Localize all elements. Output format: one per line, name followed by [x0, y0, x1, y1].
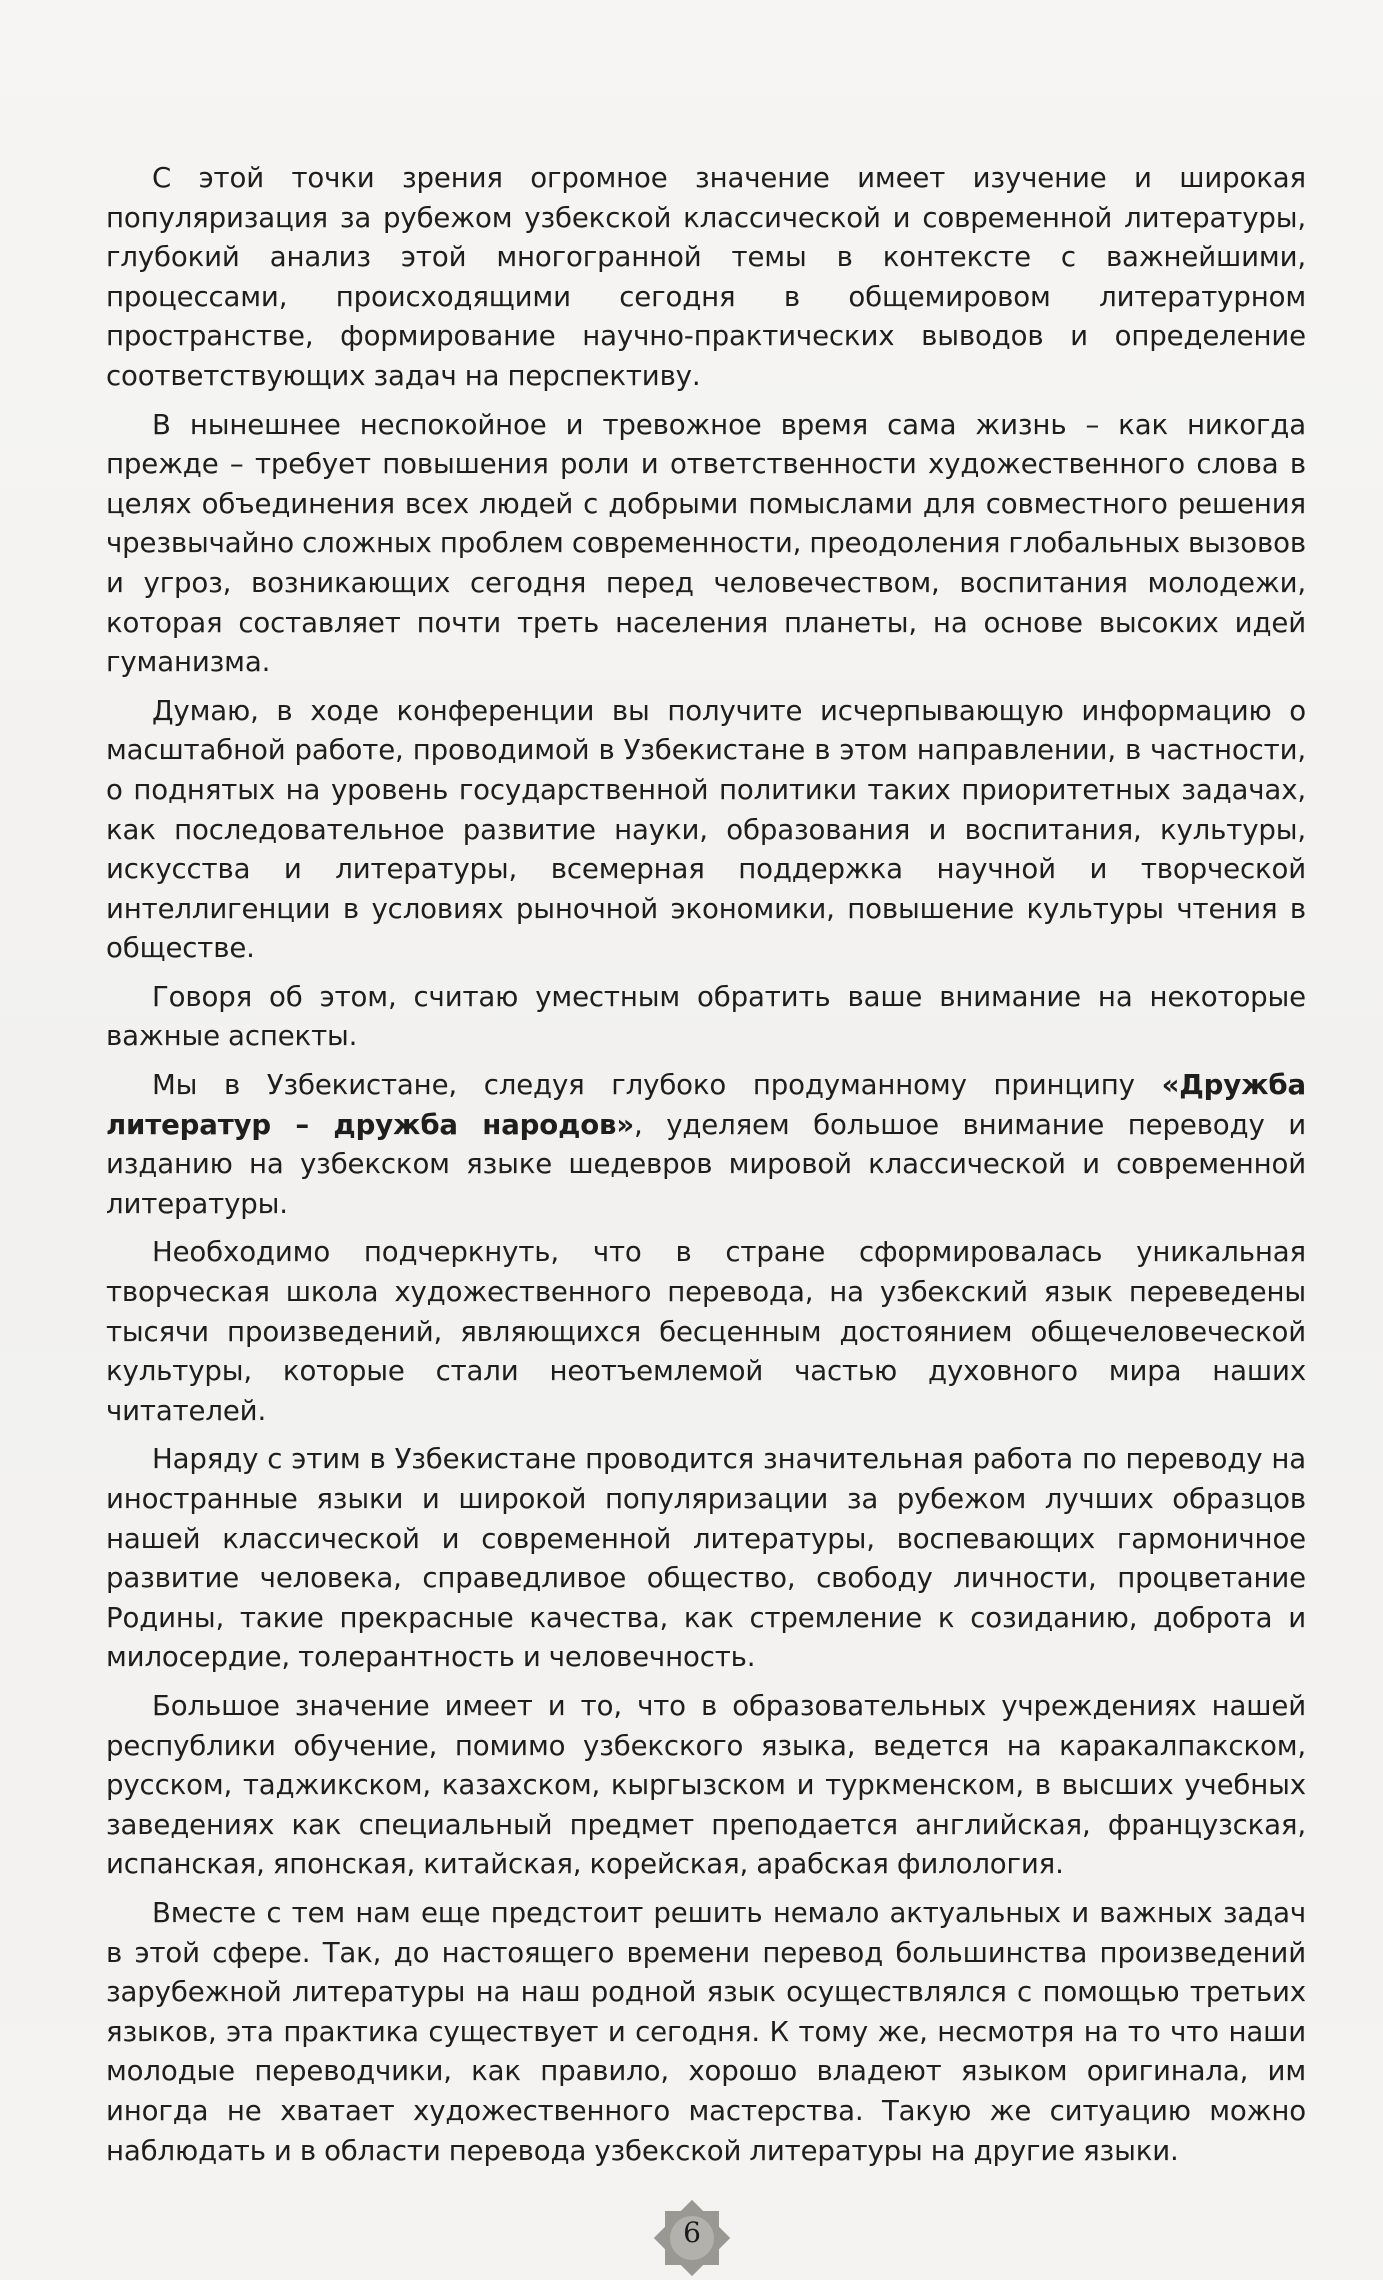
- paragraph-text: Наряду с этим в Узбекистане проводится значительная работа по переводу на иностранные языки и широкой популяризации за рубежом лучших образцов нашей классической и современной литературы, воспевающих гармоничное развитие человека, справедливое общество, свободу личности, процветание Родины, такие прекрасные качества, как стремление к созиданию, доброта и милосердие, толерантность и человечность.: [106, 1442, 1306, 1674]
- paragraph: [106, 405, 1306, 682]
- bold-phrase: «Дружба литератур – дружба народов»: [106, 1068, 1306, 1141]
- paragraph: [106, 1065, 1306, 1223]
- page-number: 6: [683, 2216, 701, 2249]
- paragraph: [106, 977, 1306, 1056]
- page-number-marker: [650, 2196, 734, 2280]
- paragraph-text: Большое значение имеет и то, что в образовательных учреждениях нашей республики обучение, помимо узбекского языка, ведется на каракалпакском, русском, таджикском, казахском, кыргызском и туркменском, в высших учебных заведениях как специальный предмет преподается английская, французская, испанская, японская, китайская, корейская, арабская филология.: [106, 1688, 1306, 1881]
- paragraph-text: В нынешнее неспокойное и тревожное время сама жизнь – как никогда прежде – требует повышения роли и ответственности художественного слова в целях объединения всех людей с добрыми помыслами для совместного решения чрезвычайно сложных проблем современности, преодоления глобальных вызовов и угроз, возникающих сегодня перед человечеством, воспитания молодежи, которая составляет почти треть населения планеты, на основе высоких идей гуманизма.: [106, 407, 1306, 679]
- paragraph: [106, 1686, 1306, 1884]
- paragraph-text: Вместе с тем нам еще предстоит решить немало актуальных и важных задач в этой сфере. Так, до настоящего времени перевод большинства произведений зарубежной литературы на наш родной язык осуществлялся с помощью третьих языков, эта практика существует и сегодня. К тому же, несмотря на то что наши молодые переводчики, как правило, хорошо владеют языком оригинала, им иногда не хватает художественного мастерства. Такую же ситуацию можно наблюдать и в области перевода узбекской литературы на другие языки.: [106, 1895, 1306, 2167]
- paragraph: [106, 158, 1306, 396]
- paragraph: [106, 1893, 1306, 2170]
- paragraph-text: Мы в Узбекистане, следуя глубоко продуманному принципу: [152, 1068, 1162, 1102]
- paragraph-text: Говоря об этом, считаю уместным обратить ваше внимание на некоторые важные аспекты.: [106, 979, 1306, 1053]
- paragraph-text: Необходимо подчеркнуть, что в стране сформировалась уникальная творческая школа художественного перевода, на узбекский язык переведены тысячи произведений, являющихся бесценным достоянием общечеловеческой культуры, которые стали неотъемлемой частью духовного мира наших читателей.: [106, 1235, 1306, 1427]
- paragraph-text: , уделяем большое внимание переводу и изданию на узбекском языке шедевров мировой классической и современной литературы.: [106, 1107, 1306, 1220]
- body-text: [106, 158, 1306, 2179]
- paragraph-text: С этой точки зрения огромное значение имеет изучение и широкая популяризация за рубежом узбекской классической и современной литературы, глубокий анализ этой многогранной темы в контексте с важнейшими, процессами, происходящими сегодня в общемировом литературном пространстве, формирование научно-практических выводов и определение соответствующих задач на перспективу.: [106, 161, 1306, 392]
- paragraph-text: Думаю, в ходе конференции вы получите исчерпывающую информацию о масштабной работе, проводимой в Узбекистане в этом направлении, в частности, о поднятых на уровень государственной политики таких приоритетных задачах, как последовательное развитие науки, образования и воспитания, культуры, искусства и литературы, всемерная поддержка научной и творческой интеллигенции в условиях рыночной экономики, повышение культуры чтения в обществе.: [106, 693, 1306, 965]
- paragraph: [106, 691, 1306, 968]
- paragraph: [106, 1232, 1306, 1430]
- paragraph: [106, 1439, 1306, 1677]
